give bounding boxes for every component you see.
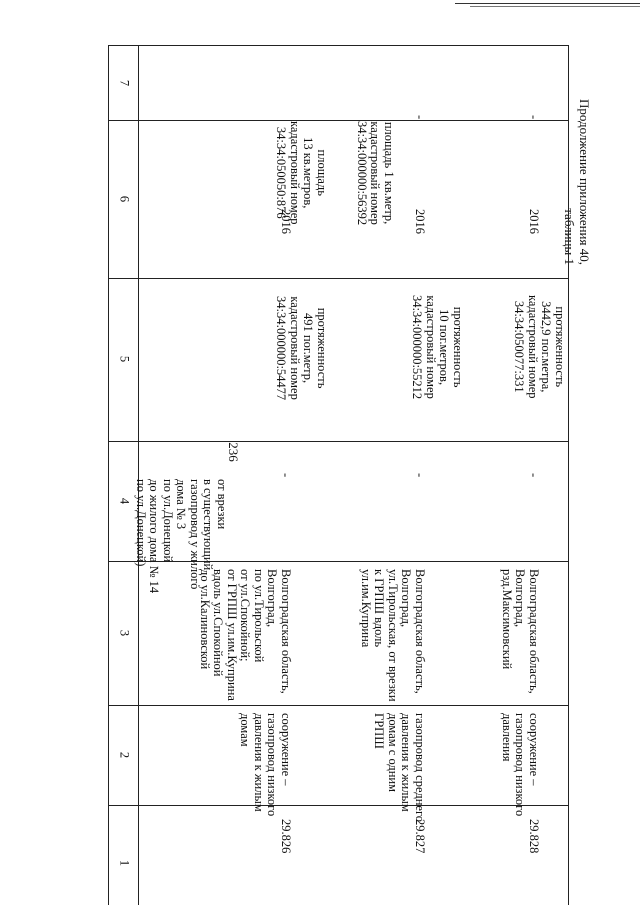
column-border: [108, 45, 568, 46]
column-number: 6: [117, 195, 132, 203]
table-edge: [568, 45, 569, 905]
column-number: 7: [117, 79, 132, 87]
year: 2016: [413, 209, 427, 234]
object-address: Волгоградская область, Волгоград, рзд.Максимовский: [500, 569, 541, 694]
col7-value: -: [527, 115, 541, 120]
column-number: 1: [117, 859, 132, 867]
column-border: [108, 705, 568, 706]
column-number: 2: [117, 751, 132, 759]
column-number: 3: [117, 629, 132, 637]
data-table: [108, 45, 568, 905]
column-number: 4: [117, 497, 132, 505]
year: 2016: [527, 209, 541, 234]
year: 2016: [279, 209, 293, 234]
column-number: 5: [117, 355, 132, 363]
top-rule: [455, 3, 640, 4]
heading-line-1: Продолжение приложения 40,: [577, 98, 592, 265]
object-address: Волгоградская область, Волгоград, ул.Тирольская, от врезки к ГРПШ вдоль ул.им.Куприна: [359, 569, 427, 702]
object-address: Волгоградская область, Волгоград, по ул.Тирольской от ул.Спокойной; от ГРПШ ул.им.Куприна вдоль ул.Спокойной до ул.Калиновской: [198, 569, 293, 701]
col4-value: -: [527, 473, 541, 478]
object-details: протяженность 3442,9 пог.метра, кадастровый номер 34:34:050077:331: [512, 295, 567, 399]
col7-value: площадь 13 кв.метров, кадастровый номер 34:34:050050:876: [274, 121, 329, 225]
column-border: [108, 441, 568, 442]
column-border: [108, 278, 568, 279]
table-edge: [108, 45, 109, 905]
continuation-cell: от врезки в существующий газопровод у жилого дома № 3 по ул.Донецкой до жилого дома № 14 по ул.Донецкой): [134, 479, 229, 594]
column-border: [108, 120, 568, 121]
object-details: протяженность 491 пог.метр, кадастровый номер 34:34:000000:54477: [274, 296, 329, 401]
object-name: сооружение – газопровод низкого давления: [500, 713, 541, 817]
row-number: 29.828: [527, 819, 541, 854]
object-name: сооружение – газопровод низкого давления к жилым домам: [238, 713, 293, 817]
row-number: 29.827: [413, 819, 427, 854]
page-number: 236: [226, 442, 241, 462]
row-number: 29.826: [279, 819, 293, 854]
col4-value: -: [413, 473, 427, 478]
header-row-border: [138, 45, 139, 905]
col7-value: -: [413, 115, 427, 120]
object-details: протяженность 10 пог.метров, кадастровый номер 34:34:000000:55212: [410, 295, 465, 400]
col7-value-secondary: площадь 1 кв.метр, кадастровый номер 34:34:000000:56392: [355, 121, 396, 226]
heading-line-2: таблицы 1: [562, 208, 577, 265]
top-rule-secondary: [470, 6, 640, 7]
col4-value: -: [279, 473, 293, 478]
object-name: газопровод среднего давления к жилым домам с одним ГРПШ: [372, 713, 427, 823]
